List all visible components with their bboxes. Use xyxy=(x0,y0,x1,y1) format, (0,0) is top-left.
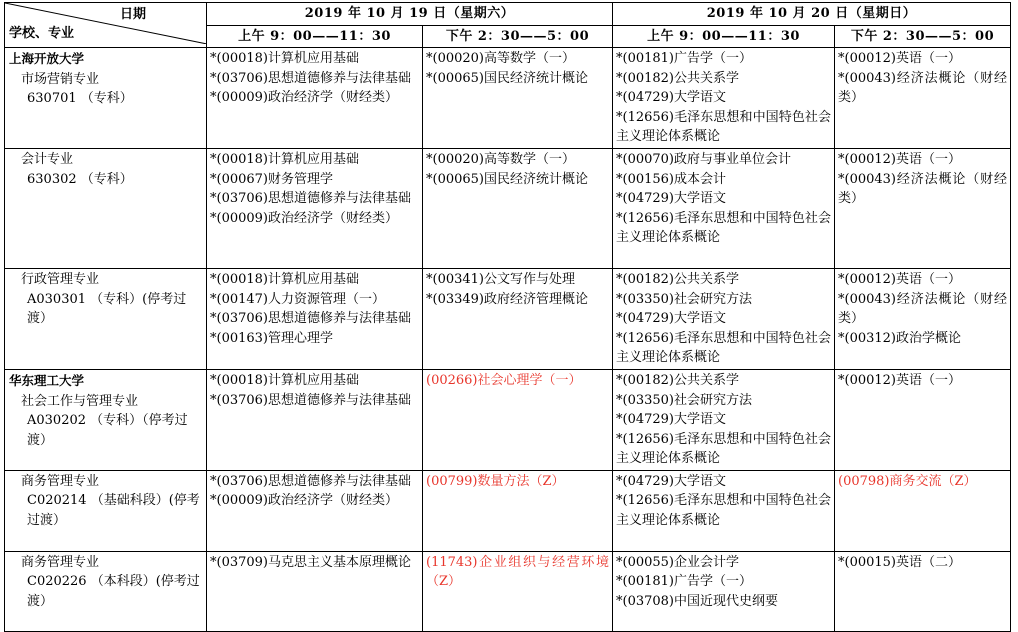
course-cell-d2-am xyxy=(613,269,835,370)
course-cell-d2-pm xyxy=(835,149,1011,269)
course-item: *(00147)人力资源管理（一） xyxy=(210,291,385,307)
course-item: *(12656)毛泽东思想和中国特色社会主义理论体系概论 xyxy=(616,493,831,528)
course-item: *(00043)经济法概论（财经类） xyxy=(838,291,1007,326)
course-item: *(03706)思想道德修养与法律基础 xyxy=(210,392,411,408)
course-cell-d1-am xyxy=(207,370,423,471)
course-cell-d2-am xyxy=(613,551,835,631)
course-item: *(00018)计算机应用基础 xyxy=(210,152,359,167)
course-item: *(00012)英语（一） xyxy=(838,373,961,388)
course-item: (00799)数量方法（Z） xyxy=(426,473,565,489)
course-item: (00266)社会心理学（一） xyxy=(426,373,582,388)
day2-header: 2019 年 10 月 20 日（星期日） xyxy=(613,3,1011,26)
course-item: *(00009)政治经济学（财经类） xyxy=(210,210,398,226)
course-item: *(00043)经济法概论（财经类） xyxy=(838,171,1007,206)
course-item: *(00341)公文写作与处理 xyxy=(426,272,575,287)
course-item: *(04729)大学语文 xyxy=(616,191,726,206)
course-item: *(00020)高等数学（一） xyxy=(426,51,575,66)
course-item: *(04729)大学语文 xyxy=(616,412,726,427)
schedule-rows xyxy=(5,48,1011,632)
course-item: *(00015)英语（二） xyxy=(838,554,961,570)
course-item: *(00182)公共关系学 xyxy=(616,70,739,86)
university-name: 华东理工大学 xyxy=(9,373,85,388)
course-item: *(12656)毛泽东思想和中国特色社会主义理论体系概论 xyxy=(616,210,831,245)
course-item: *(03706)思想道德修养与法律基础 xyxy=(210,70,411,86)
course-cell-d1-pm xyxy=(423,551,613,631)
course-cell-d1-pm xyxy=(423,470,613,551)
course-item: *(03706)思想道德修养与法律基础 xyxy=(210,311,411,326)
day1-pm-header: 下午 2：30——5：00 xyxy=(423,25,613,48)
major-code: 630302 （专科） xyxy=(27,171,133,187)
day1-am-header: 上午 9：00——11：30 xyxy=(207,25,423,48)
course-item: *(00070)政府与事业单位会计 xyxy=(616,152,791,167)
course-item: *(00181)广告学（一） xyxy=(616,51,752,66)
course-item: *(04729)大学语文 xyxy=(616,473,726,489)
table-row xyxy=(5,370,1011,471)
course-item: *(00181)广告学（一） xyxy=(616,574,752,589)
school-major-cell xyxy=(5,551,207,631)
course-cell-d1-am xyxy=(207,551,423,631)
major-name: 会计专业 xyxy=(21,152,74,167)
major-name: 商务管理专业 xyxy=(21,554,100,570)
course-item: *(12656)毛泽东思想和中国特色社会主义理论体系概论 xyxy=(616,109,831,144)
course-item: *(00055)企业会计学 xyxy=(616,554,739,570)
major-code: C020226 （本科段）(停考过渡） xyxy=(27,574,200,609)
school-major-cell xyxy=(5,269,207,370)
table-row xyxy=(5,470,1011,551)
major-name: 社会工作与管理专业 xyxy=(21,393,139,409)
school-major-label: 学校、专业 xyxy=(9,25,75,41)
course-item: *(00065)国民经济统计概论 xyxy=(426,70,588,86)
course-item: *(03349)政府经济管理概论 xyxy=(426,291,588,307)
course-cell-d2-am xyxy=(613,370,835,471)
course-item: *(00018)计算机应用基础 xyxy=(210,272,359,287)
course-cell-d1-am xyxy=(207,470,423,551)
course-cell-d2-pm xyxy=(835,551,1011,631)
course-item: *(00182)公共关系学 xyxy=(616,373,739,388)
course-cell-d1-pm xyxy=(423,149,613,269)
course-item: *(00009)政治经济学（财经类） xyxy=(210,493,398,508)
exam-schedule-table xyxy=(4,2,1011,632)
major-name: 市场营销专业 xyxy=(21,71,100,87)
school-major-cell xyxy=(5,48,207,149)
course-item: *(00182)公共关系学 xyxy=(616,272,739,287)
table-row xyxy=(5,149,1011,269)
major-code: 630701 （专科） xyxy=(27,91,133,106)
course-item: *(12656)毛泽东思想和中国特色社会主义理论体系概论 xyxy=(616,330,831,365)
course-cell-d2-pm xyxy=(835,269,1011,370)
school-major-cell xyxy=(5,149,207,269)
day1-header: 2019 年 10 月 19 日（星期六） xyxy=(207,3,613,26)
course-item: *(00018)计算机应用基础 xyxy=(210,373,359,388)
course-item: *(00312)政治学概论 xyxy=(838,330,961,346)
course-item: *(00012)英语（一） xyxy=(838,152,961,167)
course-item: *(00009)政治经济学（财经类） xyxy=(210,90,398,105)
course-item: *(04729)大学语文 xyxy=(616,311,726,326)
course-cell-d2-am xyxy=(613,470,835,551)
course-item: *(03350)社会研究方法 xyxy=(616,392,752,408)
course-item: *(00065)国民经济统计概论 xyxy=(426,171,588,187)
day2-pm-header: 下午 2：30——5：00 xyxy=(835,25,1011,48)
table-row xyxy=(5,269,1011,370)
course-cell-d2-am xyxy=(613,48,835,149)
course-item: *(03709)马克思主义基本原理概论 xyxy=(210,554,411,570)
course-item: (00798)商务交流（Z） xyxy=(838,473,977,489)
course-item: (11743)企业组织与经营环境（Z） xyxy=(426,554,609,589)
course-cell-d2-pm xyxy=(835,48,1011,149)
course-item: *(04729)大学语文 xyxy=(616,90,726,105)
course-item: *(00043)经济法概论（财经类） xyxy=(838,70,1007,105)
school-major-cell xyxy=(5,470,207,551)
major-code: C020214 （基础科段）(停考过渡） xyxy=(27,493,200,528)
university-name: 上海开放大学 xyxy=(9,51,85,66)
course-item: *(03350)社会研究方法 xyxy=(616,291,752,307)
table-row xyxy=(5,48,1011,149)
course-item: *(00018)计算机应用基础 xyxy=(210,51,359,66)
course-cell-d2-am xyxy=(613,149,835,269)
course-item: *(03706)思想道德修养与法律基础 xyxy=(210,473,411,489)
course-item: *(00020)高等数学（一） xyxy=(426,152,575,167)
date-label: 日期 xyxy=(119,7,146,22)
course-item: *(03706)思想道德修养与法律基础 xyxy=(210,191,411,206)
major-name: 行政管理专业 xyxy=(21,272,100,287)
course-item: *(00012)英语（一） xyxy=(838,51,961,66)
diagonal-header-cell xyxy=(5,3,207,48)
major-code: A030202 （专科）（停考过渡） xyxy=(27,413,188,448)
course-cell-d1-am xyxy=(207,269,423,370)
school-major-cell xyxy=(5,370,207,471)
course-item: *(00156)成本会计 xyxy=(616,171,726,187)
day2-am-header: 上午 9：00——11：30 xyxy=(613,25,835,48)
major-code: A030301 （专科）(停考过渡） xyxy=(27,291,187,326)
course-cell-d1-pm xyxy=(423,48,613,149)
major-name: 商务管理专业 xyxy=(21,473,100,489)
course-cell-d2-pm xyxy=(835,370,1011,471)
course-item: *(03708)中国近现代史纲要 xyxy=(616,593,778,609)
course-item: *(12656)毛泽东思想和中国特色社会主义理论体系概论 xyxy=(616,431,831,466)
course-cell-d1-am xyxy=(207,48,423,149)
course-item: *(00012)英语（一） xyxy=(838,272,961,287)
course-cell-d1-pm xyxy=(423,370,613,471)
course-cell-d2-pm xyxy=(835,470,1011,551)
course-cell-d1-pm xyxy=(423,269,613,370)
course-item: *(00067)财务管理学 xyxy=(210,171,333,187)
course-item: *(00163)管理心理学 xyxy=(210,330,333,346)
course-cell-d1-am xyxy=(207,149,423,269)
table-row xyxy=(5,551,1011,631)
